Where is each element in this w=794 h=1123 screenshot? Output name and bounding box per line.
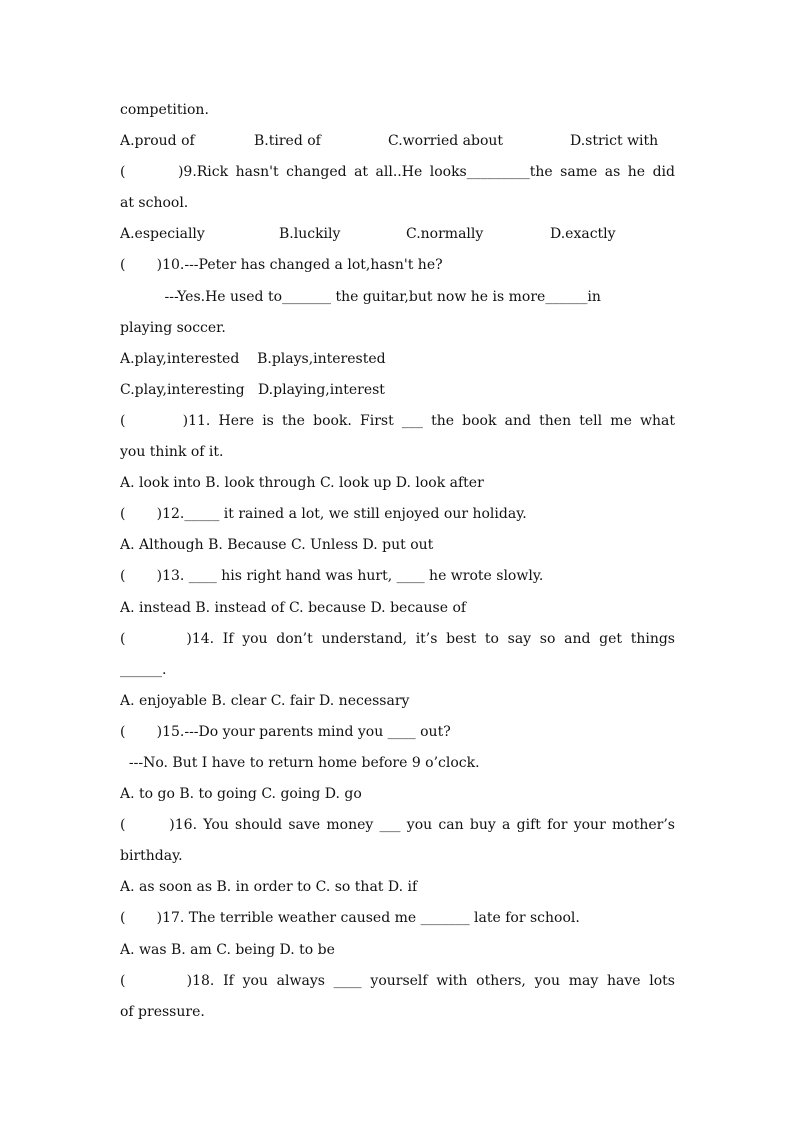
question-14-text: ( )14. If you don’t understand, it’s best to say so and get things bbox=[120, 630, 675, 647]
question-11-options: A. look into B. look through C. look up D. look after bbox=[120, 475, 484, 492]
question-list bbox=[120, 95, 675, 1028]
question-10-text: ( )10.---Peter has changed a lot,hasn't he? bbox=[120, 257, 443, 274]
question-11-text: ( )11. Here is the book. First ___ the book and then tell me what bbox=[120, 412, 675, 429]
question-16-options: A. as soon as B. in order to C. so that D. if bbox=[120, 879, 418, 896]
question-12-text: ( )12._____ it rained a lot, we still enjoyed our holiday. bbox=[120, 506, 527, 523]
option-d: D.strict with bbox=[570, 133, 659, 150]
option-c: C.worried about bbox=[388, 133, 504, 150]
question-16-text-continued: birthday. bbox=[120, 848, 183, 865]
option-a: A.especially bbox=[120, 226, 205, 243]
question-13-options: A. instead B. instead of C. because D. because of bbox=[120, 599, 467, 616]
question-18-text: ( )18. If you always ____ yourself with others, you may have lots bbox=[120, 972, 675, 989]
question-10-reply: ---Yes.He used to_______ the guitar,but now he is more______in bbox=[120, 288, 601, 305]
question-17-options: A. was B. am C. being D. to be bbox=[120, 941, 335, 958]
question-18-text-continued: of pressure. bbox=[120, 1003, 205, 1020]
question-9-text: ( )9.Rick hasn't changed at all..He looks_________the same as he did bbox=[120, 164, 675, 181]
question-9-options bbox=[120, 219, 675, 250]
question-10-reply-continued: playing soccer. bbox=[120, 319, 226, 336]
question-9-text-continued: at school. bbox=[120, 195, 189, 212]
question-12-options: A. Although B. Because C. Unless D. put out bbox=[120, 537, 434, 554]
question-15-text: ( )15.---Do your parents mind you ____ out? bbox=[120, 723, 451, 740]
question-11-text-continued: you think of it. bbox=[120, 444, 224, 461]
option-b: B.tired of bbox=[254, 133, 321, 150]
option-b: B.luckily bbox=[279, 226, 341, 243]
option-d: D.exactly bbox=[550, 226, 616, 243]
question-17-text: ( )17. The terrible weather caused me _______ late for school. bbox=[120, 910, 580, 927]
question-15-reply: ---No. But I have to return home before 9 o’clock. bbox=[120, 754, 480, 771]
question-13-text: ( )13. ____ his right hand was hurt, ____ he wrote slowly. bbox=[120, 568, 544, 585]
option-c: C.normally bbox=[406, 226, 484, 243]
option-a: A.proud of bbox=[120, 133, 195, 150]
question-10-options-row-1: A.play,interested B.plays,interested bbox=[120, 350, 386, 367]
question-15-options: A. to go B. to going C. going D. go bbox=[120, 786, 362, 803]
question-14-text-continued: ______. bbox=[120, 661, 167, 678]
question-8-continuation: competition. bbox=[120, 102, 209, 118]
question-8-options bbox=[120, 126, 675, 157]
question-16-text: ( )16. You should save money ___ you can buy a gift for your mother’s bbox=[120, 817, 675, 834]
question-14-options: A. enjoyable B. clear C. fair D. necessary bbox=[120, 692, 410, 709]
question-10-options-row-2: C.play,interesting D.playing,interest bbox=[120, 381, 385, 398]
